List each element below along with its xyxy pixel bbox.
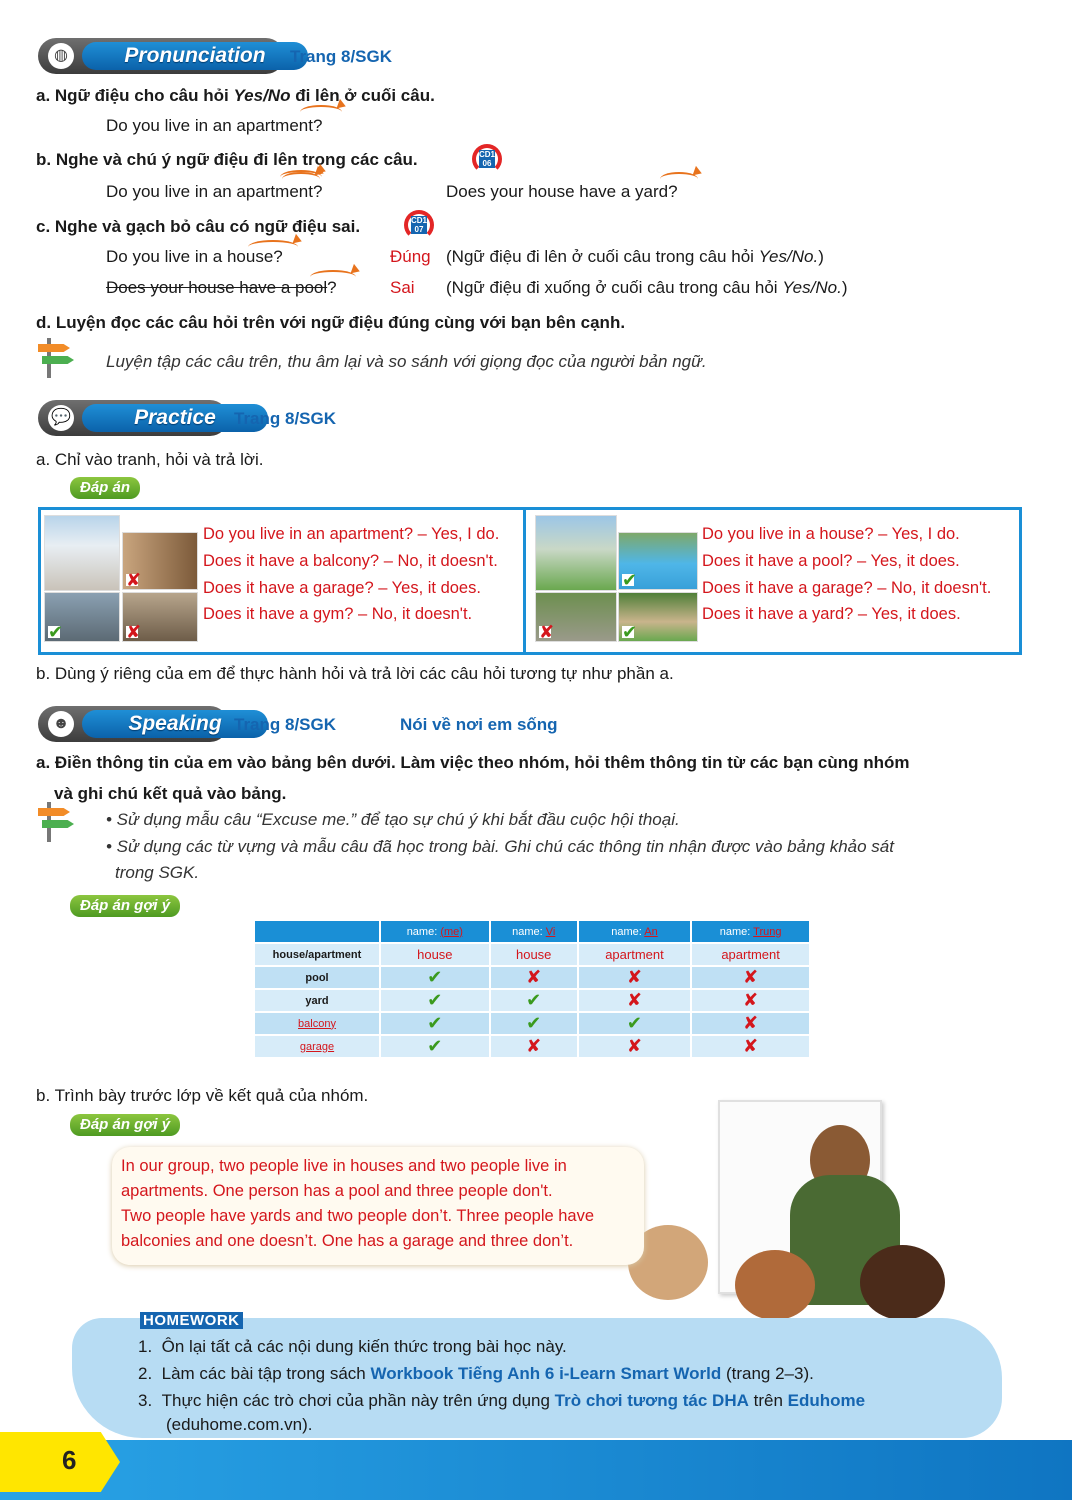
gym-photo: ✘ xyxy=(122,592,198,642)
sentence-correct: Do you live in a house? xyxy=(106,247,283,266)
cross-icon: ✘ xyxy=(578,1035,691,1058)
cross-icon: ✘ xyxy=(578,966,691,989)
check-icon: ✔ xyxy=(490,989,578,1012)
globe-icon: ◍ xyxy=(48,43,74,69)
speech-line: Two people have yards and two people don’t. Three people have xyxy=(121,1207,595,1225)
answer-line: Do you live in an apartment? – Yes, I do. xyxy=(203,525,500,543)
text-italic: Yes/No xyxy=(233,86,291,105)
example-sentence: Do you live in an apartment? xyxy=(106,116,323,135)
row-label: balcony xyxy=(254,1012,380,1035)
tip-text: • Sử dụng mẫu câu “Excuse me.” để tạo sự chú ý khi bắt đầu cuộc hội thoại. xyxy=(106,810,680,829)
homework-item: 2. Làm các bài tập trong sách Workbook Tiếng Anh 6 i-Learn Smart World (trang 2–3). xyxy=(138,1364,814,1383)
check-icon: ✔ xyxy=(380,966,490,989)
page-number: 6 xyxy=(62,1445,77,1475)
row-label: yard xyxy=(254,989,380,1012)
instruction-a-line2: và ghi chú kết quả vào bảng. xyxy=(54,784,287,803)
house-garage-photo: ✘ xyxy=(535,592,617,642)
example-sentence: Does your house have a yard? xyxy=(446,182,678,201)
answer-line: Does it have a pool? – Yes, it does. xyxy=(702,552,960,570)
pronunciation-banner xyxy=(38,38,398,74)
page-reference: Trang 8/SGK xyxy=(234,715,337,734)
practice-banner xyxy=(38,400,358,436)
check-icon: ✔ xyxy=(490,1012,578,1035)
example-sentence: Do you live in an apartment? xyxy=(106,182,323,201)
instruction-a: a. Chỉ vào tranh, hỏi và trả lời. xyxy=(36,450,264,469)
apartment-photo xyxy=(44,515,120,591)
cross-icon: ✘ xyxy=(691,1035,810,1058)
answer-line: Does it have a garage? – No, it doesn't. xyxy=(702,579,992,597)
yard-photo: ✔ xyxy=(618,592,698,642)
homework-title: HOMEWORK xyxy=(140,1312,243,1329)
cross-icon: ✘ xyxy=(691,1012,810,1035)
answer-line: Does it have a garage? – Yes, it does. xyxy=(203,579,481,597)
intonation-arrow xyxy=(310,270,356,284)
signpost-icon xyxy=(38,338,74,378)
instruction-b: b. Dùng ý riêng của em để thực hành hỏi và trả lời các câu hỏi tương tự như phần a. xyxy=(36,664,674,683)
cross-icon: ✘ xyxy=(578,989,691,1012)
page-reference: Trang 8/SGK xyxy=(234,409,337,428)
check-icon: ✔ xyxy=(380,1012,490,1035)
page-number-tab xyxy=(0,1432,120,1492)
footer-bar xyxy=(0,1440,1072,1500)
survey-row xyxy=(254,966,810,989)
topic: Nói về nơi em sống xyxy=(400,715,558,734)
row-label: house/apartment xyxy=(254,943,380,966)
speech-bubbles-icon: 💬 xyxy=(48,405,74,431)
speaking-banner xyxy=(38,706,598,742)
text: đi lên ở cuối câu. xyxy=(290,86,435,105)
verdict-wrong: Sai xyxy=(390,278,415,297)
answer-line: Does it have a yard? – Yes, it does. xyxy=(702,605,961,623)
row-label: pool xyxy=(254,966,380,989)
intonation-arrow xyxy=(248,240,298,254)
cross-icon: ✘ xyxy=(691,966,810,989)
student-head xyxy=(860,1245,945,1320)
instruction-a xyxy=(36,86,435,106)
balcony-photo: ✘ xyxy=(122,532,198,590)
name-cell: name: An xyxy=(578,920,691,943)
pool-photo: ✔ xyxy=(618,532,698,590)
row-label: garage xyxy=(254,1035,380,1058)
speaker-person-icon: ☻ xyxy=(48,711,74,737)
garage-photo: ✔ xyxy=(44,592,120,642)
cross-icon: ✘ xyxy=(490,966,578,989)
headphones-cd-icon[interactable]: CD1 07 xyxy=(404,210,434,236)
survey-row xyxy=(254,989,810,1012)
cell-value: apartment xyxy=(578,943,691,966)
answer-badge: Đáp án xyxy=(70,477,140,499)
house-photo xyxy=(535,515,617,591)
panel-divider xyxy=(523,510,526,652)
survey-row xyxy=(254,1012,810,1035)
homework-item: 3. Thực hiện các trò chơi của phần này trên ứng dụng Trò chơi tương tác DHA trên Eduhome xyxy=(138,1391,866,1410)
cell-value: apartment xyxy=(691,943,810,966)
name-cell: name: Vi xyxy=(490,920,578,943)
verdict-note: (Ngữ điệu đi xuống ở cuối câu trong câu hỏi Yes/No.) xyxy=(446,278,848,297)
sentence-wrong: Does your house have a pool? xyxy=(106,278,337,297)
check-icon: ✔ xyxy=(578,1012,691,1035)
speech-line: In our group, two people live in houses and two people live in xyxy=(121,1157,567,1175)
answer-badge: Đáp án gợi ý xyxy=(70,1114,180,1136)
homework-item-cont: (eduhome.com.vn). xyxy=(166,1415,313,1434)
section-title: Practice xyxy=(82,404,268,432)
survey-row xyxy=(254,1035,810,1058)
section-title: Pronunciation xyxy=(82,42,308,70)
header-empty xyxy=(254,920,380,943)
answer-badge: Đáp án gợi ý xyxy=(70,895,180,917)
check-icon: ✔ xyxy=(380,989,490,1012)
survey-table xyxy=(253,919,811,1059)
instruction-d: d. Luyện đọc các câu hỏi trên với ngữ điệu đúng cùng với bạn bên cạnh. xyxy=(36,313,626,332)
cross-icon: ✘ xyxy=(490,1035,578,1058)
verdict-correct: Đúng xyxy=(390,247,431,266)
verdict-note: (Ngữ điệu đi lên ở cuối câu trong câu hỏi Yes/No.) xyxy=(446,247,824,266)
name-cell: name: Trung xyxy=(691,920,810,943)
signpost-icon xyxy=(38,802,74,842)
name-cell: name: (me) xyxy=(380,920,490,943)
speech-line: apartments. One person has a pool and three people don't. xyxy=(121,1182,553,1200)
cross-icon: ✘ xyxy=(691,989,810,1012)
tip-text: trong SGK. xyxy=(115,863,200,882)
instruction-a-line1: a. Điền thông tin của em vào bảng bên dưới. Làm việc theo nhóm, hỏi thêm thông tin từ các bạn cùng nhóm xyxy=(36,753,910,772)
instruction-b: b. Trình bày trước lớp về kết quả của nhóm. xyxy=(36,1086,369,1105)
student-head xyxy=(735,1250,815,1320)
answer-line: Does it have a balcony? – No, it doesn't. xyxy=(203,552,498,570)
cell-value: house xyxy=(380,943,490,966)
tip-text: • Sử dụng các từ vựng và mẫu câu đã học trong bài. Ghi chú các thông tin nhận được vào bảng khảo sát xyxy=(106,837,894,856)
text: a. Ngữ điệu cho câu hỏi xyxy=(36,86,234,105)
tip-text: Luyện tập các câu trên, thu âm lại và so sánh với giọng đọc của người bản ngữ. xyxy=(106,352,707,371)
instruction-b: b. Nghe và chú ý ngữ điệu đi lên trong các câu. xyxy=(36,150,418,169)
speech-line: balconies and one doesn’t. One has a garage and three don’t. xyxy=(121,1232,574,1250)
answer-line: Do you live in a house? – Yes, I do. xyxy=(702,525,960,543)
instruction-c: c. Nghe và gạch bỏ câu có ngữ điệu sai. xyxy=(36,217,361,236)
intonation-arrow xyxy=(660,172,698,186)
headphones-cd-icon[interactable]: CD1 06 xyxy=(472,144,502,170)
check-icon: ✔ xyxy=(380,1035,490,1058)
intonation-arrow xyxy=(282,172,320,186)
section-title: Speaking xyxy=(82,710,268,738)
homework-item: 1. Ôn lại tất cả các nội dung kiến thức trong bài học này. xyxy=(138,1337,567,1356)
survey-row xyxy=(254,943,810,966)
page-reference: Trang 8/SGK xyxy=(290,47,393,66)
cell-value: house xyxy=(490,943,578,966)
answer-line: Does it have a gym? – No, it doesn't. xyxy=(203,605,473,623)
